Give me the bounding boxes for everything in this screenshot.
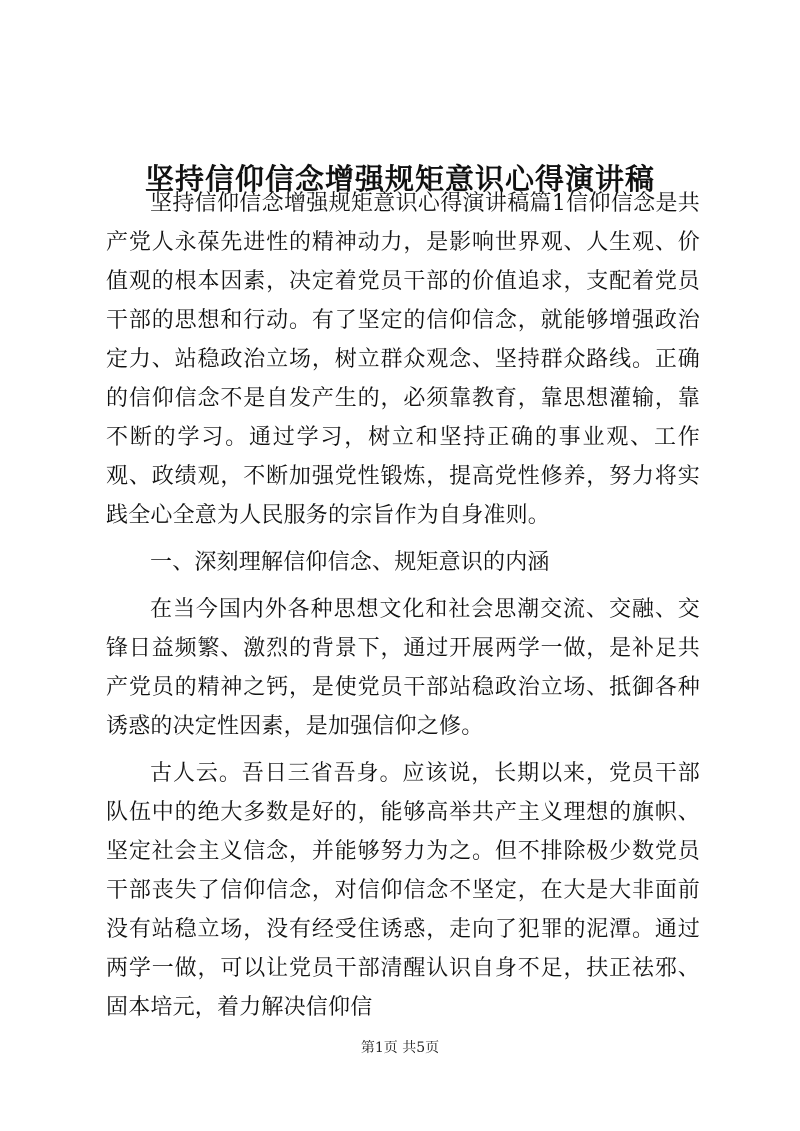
document-body [106,184,700,1027]
page-number-footer: 第1页 共5页 [360,1040,440,1056]
paragraph-reflection: 古人云。吾日三省吾身。应该说，长期以来，党员干部队伍中的绝大多数是好的，能够高举共产主义理想的旗帜、坚定社会主义信念，并能够努力为之。但不排除极少数党员干部丧失了信仰信念，对信仰信念不坚定，在大是大非面前没有站稳立场，没有经受住诱惑，走向了犯罪的泥潭。通过两学一做，可以让党员干部清醒认识自身不足，扶正祛邪、固本培元，着力解决信仰信 [106,761,700,1020]
paragraph-background: 在当今国内外各种思想文化和社会思潮交流、交融、交锋日益频繁、激烈的背景下，通过开展两学一做，是补足共产党员的精神之钙，是使党员干部站稳政治立场、抵御各种诱惑的决定性因素，是加强信仰之修。 [106,597,700,739]
section-heading: 一、深刻理解信仰信念、规矩意识的内涵 [150,550,550,575]
paragraph-intro: 坚持信仰信念增强规矩意识心得演讲稿篇1信仰信念是共产党人永葆先进性的精神动力，是影响世界观、人生观、价值观的根本因素，决定着党员干部的价值追求，支配着党员干部的思想和行动。有了坚定的信仰信念，就能够增强政治定力、站稳政治立场，树立群众观念、坚持群众路线。正确的信仰信念不是自发产生的，必须靠教育，靠思想灌输，靠不断的学习。通过学习，树立和坚持正确的事业观、工作观、政绩观，不断加强党性锻炼，提高党性修养，努力将实践全心全意为人民服务的宗旨作为自身准则。 [106,191,700,528]
page-title: 坚持信仰信念增强规矩意识心得演讲稿 [144,162,655,197]
